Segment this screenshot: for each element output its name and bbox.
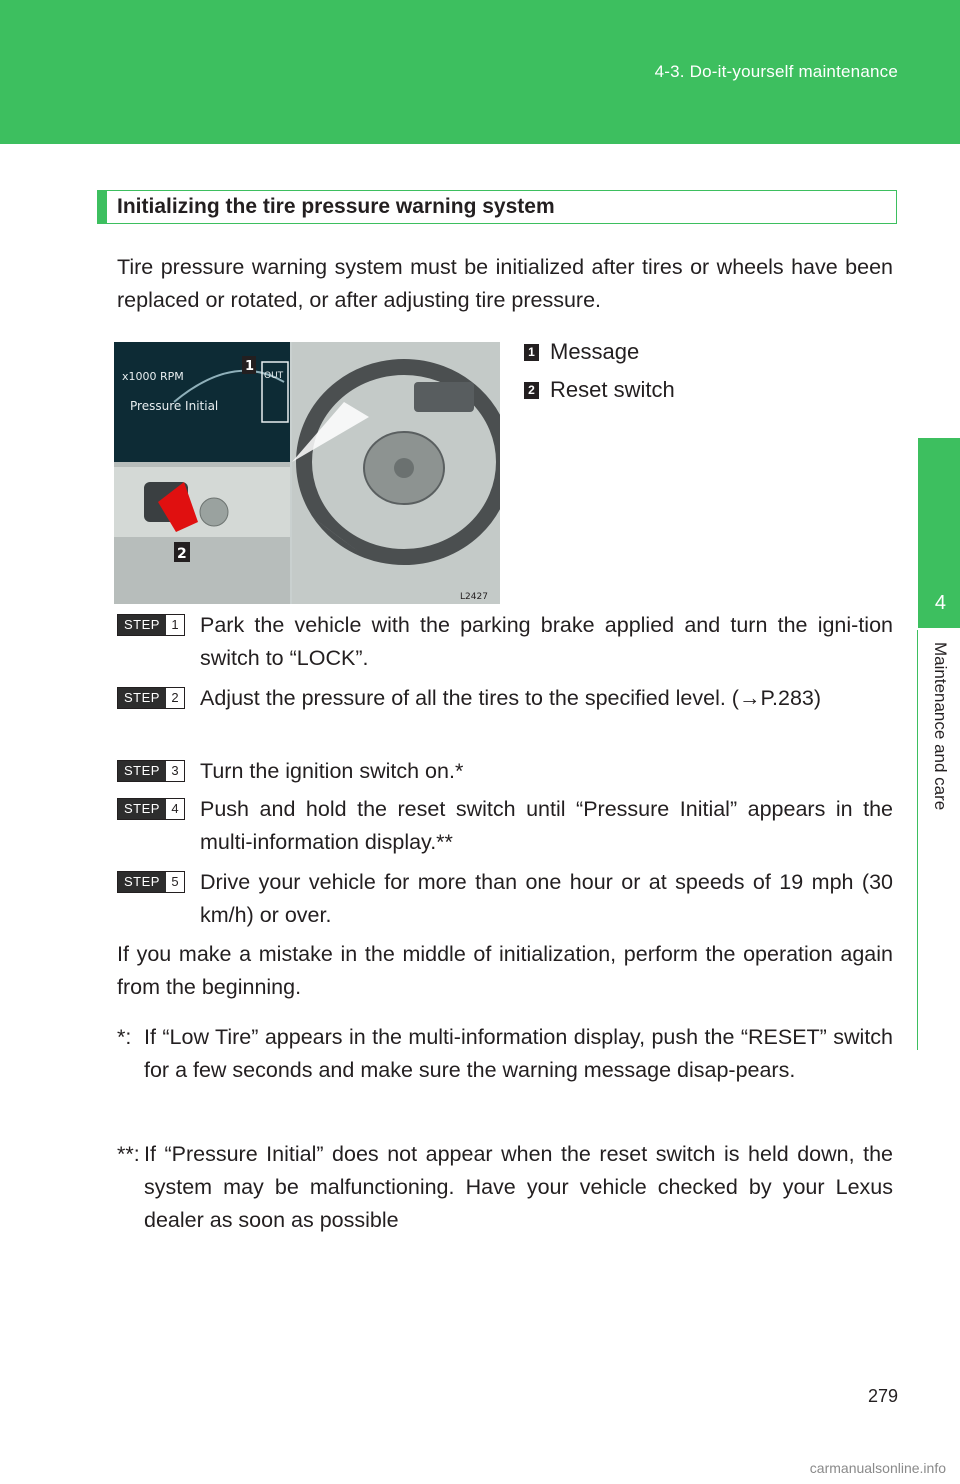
figure-code: L2427 [460,592,488,602]
display-message: Pressure Initial [130,399,219,413]
chapter-rule [917,630,918,1050]
display-rpm: x1000 RPM [122,370,184,383]
mistake-paragraph: If you make a mistake in the middle of initialization, perform the operation again from the beginning. [117,942,893,999]
section-title: Initializing the tire pressure warning system [97,190,897,224]
step-badge: STEP 4 [117,798,185,820]
step-badge: STEP 3 [117,760,185,782]
svg-text:OUT: OUT [264,371,284,381]
tire-pressure-figure [114,342,500,604]
watermark: carmanualsonline.info [809,1460,946,1476]
figure-label-reset-switch: 2 Reset switch [524,377,675,403]
callout-2: 2 [177,546,187,562]
intro-paragraph: Tire pressure warning system must be initialized after tires or wheels have been replaced or rotated, or after adjusting tire pressure. [117,255,893,312]
page-number: 279 [867,1386,898,1406]
figure-label-message: 1 Message [524,339,639,365]
running-header: 4-3. Do-it-yourself maintenance [654,62,898,81]
step-badge: STEP 2 [117,687,185,709]
chapter-label: Maintenance and care [931,642,950,811]
step-badge: STEP 5 [117,871,185,893]
step-badge: STEP 1 [117,614,185,636]
chapter-number: 4 [934,592,946,614]
callout-1: 1 [245,359,255,374]
